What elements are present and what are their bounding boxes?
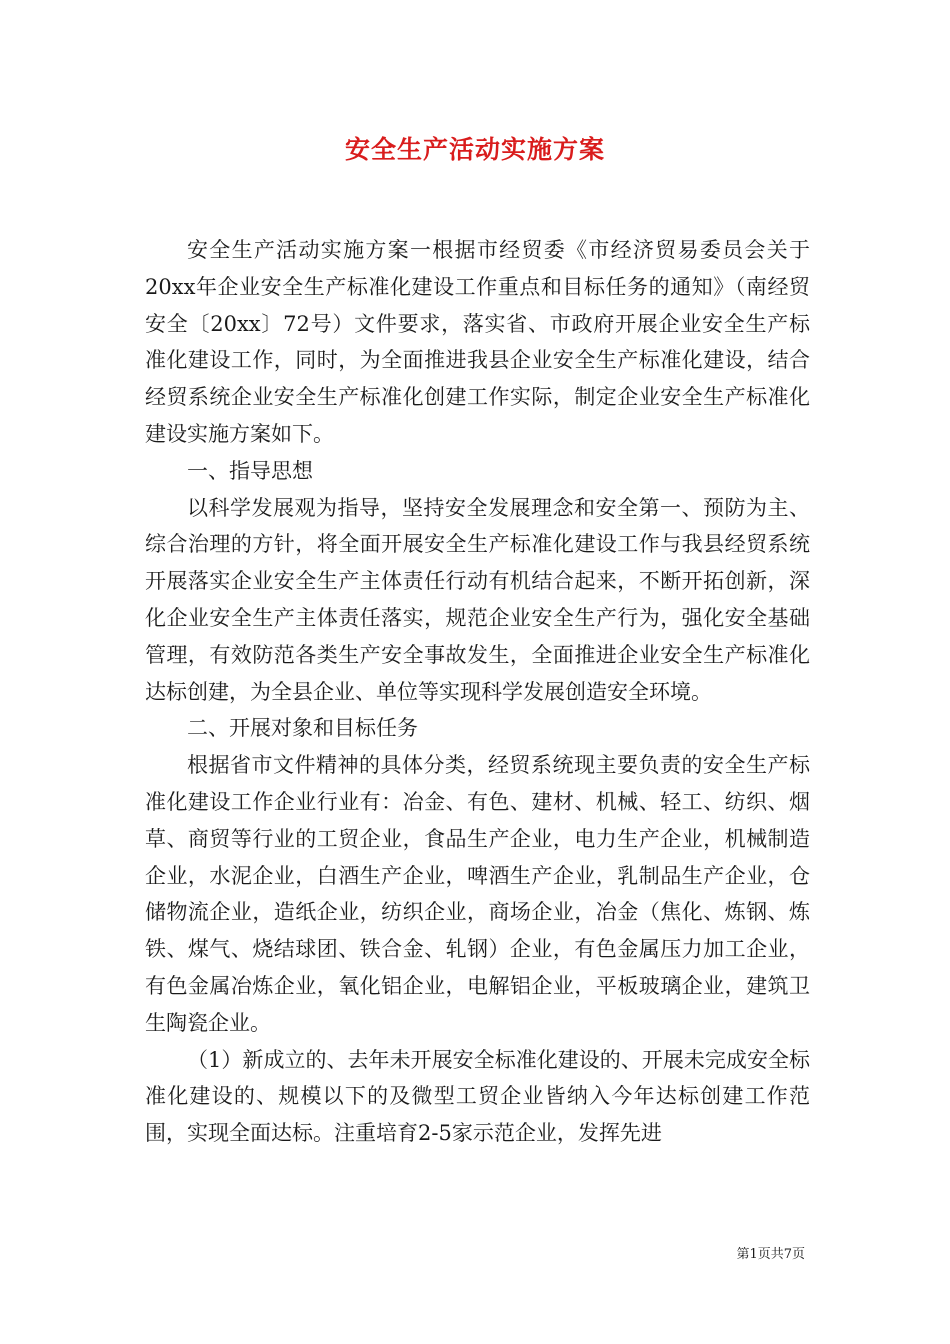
document-title: 安全生产活动实施方案 <box>344 135 605 164</box>
document-body <box>145 232 810 1152</box>
section-heading-guiding-thought: 一、指导思想 <box>187 458 313 483</box>
paragraph-targets: 根据省市文件精神的具体分类，经贸系统现主要负责的安全生产标准化建设工作企业行业有：冶金、有色、建材、机械、轻工、纺织、烟草、商贸等行业的工贸企业，食品生产企业，电力生产企业，机械制造企业，水泥企业，白酒生产企业，啤酒生产企业，乳制品生产企业，仓储物流企业，造纸企业，纺织企业，商场企业，冶金（焦化、炼钢、炼铁、煤气、烧结球团、铁合金、轧钢）企业，有色金属压力加工企业，有色金属冶炼企业，氧化铝企业，电解铝企业，平板玻璃企业，建筑卫生陶瓷企业。 <box>145 753 810 1035</box>
section-heading-targets: 二、开展对象和目标任务 <box>187 716 418 741</box>
page-number: 第1页共7页 <box>736 1247 805 1262</box>
paragraph-intro: 安全生产活动实施方案一根据市经贸委《市经济贸易委员会关于20xx年企业安全生产标准化建设工作重点和目标任务的通知》（南经贸安全〔20xx〕72号）文件要求，落实省、市政府开展企业安全生产标准化建设工作，同时，为全面推进我县企业安全生产标准化建设，结合经贸系统企业安全生产标准化创建工作实际，制定企业安全生产标准化建设实施方案如下。 <box>145 238 810 446</box>
paragraph-guiding-thought: 以科学发展观为指导，坚持安全发展理念和安全第一、预防为主、综合治理的方针，将全面开展安全生产标准化建设工作与我县经贸系统开展落实企业安全生产主体责任行动有机结合起来，不断开拓创新，深化企业安全生产主体责任落实，规范企业安全生产行为，强化安全基础管理，有效防范各类生产安全事故发生，全面推进企业安全生产标准化达标创建，为全县企业、单位等实现科学发展创造安全环境。 <box>145 495 810 704</box>
paragraph-item-1: （1）新成立的、去年未开展安全标准化建设的、开展未完成安全标准化建设的、规模以下的及微型工贸企业皆纳入今年达标创建工作范围，实现全面达标。注重培育2-5家示范企业，发挥先进 <box>145 1047 810 1146</box>
